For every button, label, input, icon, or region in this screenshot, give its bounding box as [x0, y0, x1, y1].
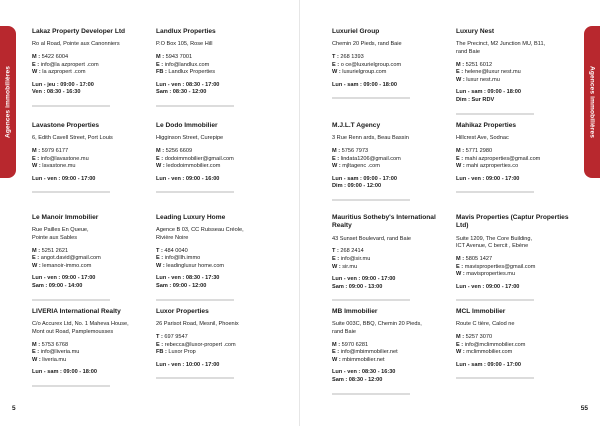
- hours-line: Lun - ven : 09:00 - 17:00: [456, 175, 520, 182]
- agency-name: MB Immobilier: [332, 308, 378, 315]
- contact-line: [156, 148, 274, 156]
- hours-line: Lun - sam : 09:00 - 18:00: [456, 89, 521, 96]
- contact-line: [456, 334, 574, 342]
- entry-divider: [456, 377, 534, 379]
- agency-entry: [32, 122, 150, 193]
- contact-label: E :: [32, 349, 40, 356]
- hours-line: Lun - ven : 09:00 - 17:00: [32, 275, 96, 282]
- contact-label: E :: [332, 61, 340, 68]
- hours-line: Lun - ven : 10:00 - 17:00: [156, 361, 220, 368]
- agency-contacts: [156, 54, 274, 77]
- hours-line: Lun - ven : 09:00 - 17:00: [456, 283, 520, 290]
- contact-label: E :: [456, 341, 464, 348]
- contact-value[interactable]: helene@luxur nest.mu: [463, 69, 521, 76]
- contact-value[interactable]: 697 9547: [162, 334, 188, 340]
- hours-line: Sam : 09:00 - 13:00: [332, 283, 383, 290]
- entry-divider: [456, 191, 534, 193]
- contact-line: [456, 349, 574, 357]
- contact-value[interactable]: mjltagenc .com: [340, 163, 380, 170]
- contact-value[interactable]: 484 0040: [162, 247, 188, 254]
- contact-label: T :: [332, 248, 339, 255]
- agency-address: [32, 321, 150, 336]
- contact-label: W :: [456, 76, 465, 83]
- agency-address: [456, 236, 574, 251]
- opening-hours: [332, 369, 450, 384]
- contact-label: W :: [456, 271, 465, 278]
- contact-line: [156, 334, 274, 342]
- hours-line: Sam : 09:00 - 14:00: [32, 282, 83, 289]
- contact-label: M :: [456, 334, 465, 340]
- section-tab-label: Agences immobilières: [588, 66, 596, 138]
- contact-line: [32, 62, 150, 70]
- contact-value[interactable]: 268 2414: [338, 248, 364, 255]
- agency-entry: [156, 308, 274, 379]
- contact-line: [156, 342, 274, 350]
- agency-name: MCL Immobilier: [456, 308, 506, 315]
- agency-address: [332, 236, 450, 244]
- agency-address: [456, 41, 574, 56]
- contact-label: E :: [456, 69, 464, 76]
- contact-line: [332, 248, 450, 256]
- contact-label: E :: [456, 155, 464, 162]
- agency-entry: [332, 122, 450, 201]
- contact-label: M :: [456, 148, 465, 154]
- hours-line: Lun - ven : 08:30 - 17:00: [156, 81, 220, 88]
- page-number-left: 5: [12, 405, 16, 412]
- agency-contacts: [32, 148, 150, 171]
- contact-label: W :: [156, 262, 165, 269]
- contact-value[interactable]: mavisproperties.mu: [464, 271, 516, 278]
- contact-label: W :: [332, 263, 341, 270]
- contact-line: [32, 255, 150, 263]
- agency-contacts: [156, 148, 274, 171]
- contact-label: W :: [456, 349, 465, 356]
- agency-name: M.J.L.T Agency: [332, 122, 381, 129]
- contact-line: [32, 163, 150, 171]
- contact-line: [156, 62, 274, 70]
- contact-value[interactable]: info@liveria.mu: [39, 349, 80, 356]
- agency-entry: [456, 122, 574, 193]
- entry-divider: [332, 393, 410, 395]
- hours-line: Dim : Sur RDV: [456, 96, 495, 103]
- contact-label: M :: [156, 148, 165, 154]
- section-tab-right: [584, 26, 600, 178]
- hours-line: Lun - ven : 09:00 - 16:00: [156, 175, 220, 182]
- contact-value[interactable]: leadingluxur home.com: [164, 262, 225, 269]
- contact-line: [456, 77, 574, 85]
- contact-value[interactable]: rebecca@luxor-propert .com: [163, 341, 236, 348]
- agency-contacts: [332, 342, 450, 365]
- contact-line: [32, 156, 150, 164]
- agency-entry: [332, 28, 450, 99]
- entry-divider: [332, 199, 410, 201]
- opening-hours: [32, 176, 150, 184]
- agency-entry: [156, 28, 274, 107]
- contact-line: [156, 69, 274, 77]
- address-line: 43 Sunset Boulevard, rand Baie: [332, 235, 411, 242]
- agency-address: [32, 227, 150, 242]
- contact-line: [332, 357, 450, 365]
- contact-value[interactable]: Luxor Prop: [166, 349, 196, 356]
- opening-hours: [332, 276, 450, 291]
- contact-label: T :: [332, 54, 339, 60]
- address-line: Mont out Road, Pamplemousses: [32, 329, 114, 335]
- hours-line: Lun - ven : 09:00 - 17:00: [32, 175, 96, 182]
- hours-line: Lun - ven : 08:30 - 16:30: [332, 369, 396, 376]
- agency-name: Luxury Nest: [456, 28, 495, 35]
- agency-contacts: [456, 148, 574, 171]
- entry-divider: [32, 299, 110, 301]
- agency-name: Landlux Properties: [156, 28, 216, 35]
- hours-line: Lun - sam : 09:00 - 17:00: [456, 361, 521, 368]
- address-line: Hillcrest Ave, Sodnac: [456, 135, 509, 142]
- contact-value[interactable]: info@sir.mu: [339, 256, 371, 262]
- agency-entry: [332, 214, 450, 301]
- agency-entry: [156, 214, 274, 301]
- contact-label: W :: [32, 356, 41, 363]
- agency-contacts: [332, 248, 450, 271]
- contact-label: E :: [32, 255, 40, 262]
- agency-contacts: [456, 334, 574, 357]
- opening-hours: [456, 284, 574, 292]
- contact-line: [456, 256, 574, 264]
- contact-line: [156, 255, 274, 263]
- address-line: 3 Rue Renn ards, Beau Bassin: [332, 135, 409, 142]
- contact-value[interactable]: mbimmobilier.net: [340, 356, 385, 363]
- opening-hours: [32, 275, 150, 290]
- contact-value[interactable]: lemanoir-immo.com: [40, 262, 92, 269]
- address-line: The Precinct, M2 Junction MU, B11,: [456, 41, 546, 48]
- address-line: 6, Edith Cavell Street, Port Louis: [32, 135, 113, 142]
- page-number-right: 55: [580, 405, 588, 412]
- entry-divider: [456, 113, 534, 115]
- contact-line: [332, 256, 450, 264]
- agency-entry: [32, 308, 150, 387]
- opening-hours: [332, 82, 450, 90]
- entry-divider: [156, 105, 234, 107]
- agency-contacts: [456, 62, 574, 85]
- address-line: ICT Avenue, C bercit , Ebène: [456, 243, 529, 250]
- hours-line: Lun - sam : 09:00 - 18:00: [332, 81, 397, 88]
- agency-contacts: [32, 248, 150, 271]
- contact-line: [456, 271, 574, 279]
- agency-name: Le Manoir Immobilier: [32, 214, 99, 221]
- contact-label: E :: [156, 61, 164, 68]
- contact-line: [332, 349, 450, 357]
- entry-divider: [156, 191, 234, 193]
- contact-value[interactable]: luxurielgroup.com: [340, 69, 387, 76]
- contact-value[interactable]: 5256 6609: [164, 148, 193, 154]
- opening-hours: [32, 369, 150, 377]
- contact-label: E :: [456, 263, 464, 270]
- contact-value[interactable]: info@mbimmobilier.net: [339, 349, 398, 356]
- opening-hours: [456, 362, 574, 370]
- contact-line: [456, 156, 574, 164]
- opening-hours: [332, 176, 450, 191]
- hours-line: Sam : 09:00 - 12:00: [156, 282, 207, 289]
- agency-name: LIVERIA International Realty: [32, 308, 121, 315]
- contact-line: [456, 69, 574, 77]
- agency-contacts: [156, 248, 274, 271]
- agency-contacts: [32, 54, 150, 77]
- contact-value[interactable]: angot.david@gmail.com: [39, 255, 101, 262]
- agency-name: Mauritius Sotheby's International Realty: [332, 214, 436, 230]
- hours-line: Lun - sam : 09:00 - 17:00: [332, 175, 397, 182]
- contact-label: E :: [32, 155, 40, 162]
- contact-line: [32, 69, 150, 77]
- agency-address: [332, 135, 450, 143]
- address-line: Higginson Street, Curepipe: [156, 135, 224, 142]
- contact-value[interactable]: liveria.mu: [40, 356, 67, 363]
- contact-line: [156, 163, 274, 171]
- address-line: Suite 1209, The Core Building,: [456, 235, 533, 242]
- agency-address: [156, 227, 274, 242]
- contact-value[interactable]: 5756 7973: [340, 148, 369, 154]
- contact-line: [332, 62, 450, 70]
- opening-hours: [156, 82, 274, 97]
- contact-line: [156, 263, 274, 271]
- contact-value[interactable]: info@landlux.com: [163, 61, 210, 68]
- agency-name: Mahikaz Properties: [456, 122, 517, 129]
- contact-value[interactable]: mahi azproperties.co: [464, 163, 519, 170]
- contact-line: [156, 248, 274, 256]
- contact-value[interactable]: 5753 6768: [40, 341, 69, 348]
- contact-value[interactable]: 5257 3070: [464, 334, 493, 340]
- contact-line: [456, 163, 574, 171]
- contact-label: W :: [332, 163, 341, 170]
- contact-label: M :: [332, 148, 341, 154]
- address-line: rand Baie: [332, 329, 356, 335]
- contact-label: W :: [32, 163, 41, 170]
- address-line: Rivière Noire: [156, 235, 189, 241]
- agency-entry: [456, 214, 574, 301]
- hours-line: Dim : 09:00 - 12:00: [332, 183, 382, 190]
- entry-divider: [32, 105, 110, 107]
- contact-label: W :: [332, 69, 341, 76]
- contact-line: [456, 342, 574, 350]
- hours-line: Sam : 08:30 - 12:00: [332, 376, 383, 383]
- agency-address: [156, 41, 274, 49]
- agency-address: [156, 135, 274, 143]
- opening-hours: [456, 89, 574, 104]
- contact-label: E :: [332, 256, 340, 262]
- contact-line: [32, 349, 150, 357]
- agency-address: [156, 321, 274, 329]
- contact-line: [32, 263, 150, 271]
- contact-line: [456, 148, 574, 156]
- opening-hours: [156, 275, 274, 290]
- hours-line: Sam : 08:30 - 12:00: [156, 89, 207, 96]
- contact-label: M :: [32, 247, 41, 254]
- entry-divider: [456, 299, 534, 301]
- contact-value[interactable]: luxur nest.mu: [464, 76, 500, 83]
- address-line: Agence B 03, CC Ruisseau Créole,: [156, 227, 244, 234]
- entry-divider: [156, 377, 234, 379]
- agency-address: [456, 321, 574, 329]
- contact-label: E :: [156, 155, 164, 162]
- contact-label: E :: [32, 61, 40, 68]
- agency-name: Mavis Properties (Captur Properties Ltd): [456, 214, 569, 230]
- contact-value[interactable]: info@la azpropert .com: [39, 61, 99, 68]
- agency-address: [456, 135, 574, 143]
- contact-label: W :: [156, 163, 165, 170]
- contact-value[interactable]: 5943 7001: [164, 54, 193, 60]
- agency-address: [32, 135, 150, 143]
- contact-line: [332, 156, 450, 164]
- entry-divider: [156, 299, 234, 301]
- contact-label: M :: [32, 341, 41, 348]
- entry-divider: [32, 385, 110, 387]
- contact-line: [456, 264, 574, 272]
- address-line: Suite 003C, BBQ, Chemin 20 Pieds,: [332, 321, 422, 328]
- page-spine: [299, 0, 300, 426]
- contact-value[interactable]: lavastone.mu: [40, 163, 76, 170]
- agency-contacts: [32, 342, 150, 365]
- agency-name: Lavastone Properties: [32, 122, 100, 129]
- contact-value[interactable]: mavisproperties@gmail.com: [463, 263, 536, 270]
- contact-line: [156, 349, 274, 357]
- contact-label: E :: [332, 349, 340, 356]
- agency-entry: [32, 28, 150, 107]
- contact-label: T :: [156, 247, 163, 254]
- agency-contacts: [332, 54, 450, 77]
- contact-line: [32, 357, 150, 365]
- agency-name: Luxuriel Group: [332, 28, 380, 35]
- address-line: P.O Box 105, Rose Hill: [156, 41, 213, 48]
- contact-label: E :: [156, 341, 164, 348]
- agency-contacts: [332, 148, 450, 171]
- contact-line: [156, 156, 274, 164]
- opening-hours: [32, 82, 150, 97]
- contact-line: [332, 342, 450, 350]
- contact-value[interactable]: info@mclimmobilier.com: [463, 341, 526, 348]
- contact-value[interactable]: 5979 6177: [40, 148, 69, 154]
- hours-line: Lun - ven : 09:00 - 17:00: [332, 276, 396, 283]
- hours-line: Lun - jeu : 09:00 - 17:00: [32, 81, 94, 88]
- contact-line: [32, 148, 150, 156]
- contact-value[interactable]: dodoimmobilier@gmail.com: [163, 155, 234, 162]
- contact-line: [32, 54, 150, 62]
- hours-line: Ven : 08:30 - 16:30: [32, 89, 81, 96]
- opening-hours: [156, 362, 274, 370]
- contact-label: M :: [32, 148, 41, 154]
- address-line: Pointe aux Sables: [32, 235, 78, 241]
- entry-divider: [32, 191, 110, 193]
- contact-label: W :: [32, 69, 41, 76]
- contact-value[interactable]: 5422 6004: [40, 54, 69, 60]
- contact-label: FB :: [156, 349, 167, 356]
- agency-name: Lakaz Property Developer Ltd: [32, 28, 126, 35]
- contact-value[interactable]: Landlux Properties: [166, 69, 216, 76]
- opening-hours: [456, 176, 574, 184]
- entry-divider: [332, 97, 410, 99]
- contact-label: E :: [332, 155, 340, 162]
- agency-name: Luxor Properties: [156, 308, 209, 315]
- agency-contacts: [156, 334, 274, 357]
- contact-line: [32, 248, 150, 256]
- contact-line: [456, 62, 574, 70]
- opening-hours: [156, 176, 274, 184]
- agency-address: [332, 321, 450, 336]
- contact-value[interactable]: 5970 6281: [340, 341, 369, 348]
- contact-value[interactable]: 5251 2621: [40, 247, 69, 254]
- contact-value[interactable]: lindata1206@gmail.com: [339, 155, 401, 162]
- hours-line: Lun - sam : 09:00 - 18:00: [32, 369, 97, 376]
- contact-value[interactable]: info@llh.immo: [163, 255, 201, 262]
- agency-entry: [456, 28, 574, 115]
- contact-value[interactable]: 5251 6012: [464, 61, 493, 68]
- contact-value[interactable]: la azpropert .com: [40, 69, 86, 76]
- section-tab-label: Agences immobilières: [4, 66, 12, 138]
- contact-value[interactable]: mclimmobilier.com: [464, 349, 513, 356]
- address-line: rand Baie: [456, 49, 480, 55]
- contact-value[interactable]: 5771 2980: [464, 148, 493, 154]
- address-line: Route C tière, Calod ne: [456, 321, 515, 328]
- hours-line: Lun - ven : 08:30 - 17:30: [156, 275, 220, 282]
- contact-label: FB :: [156, 69, 167, 76]
- contact-label: W :: [332, 356, 341, 363]
- address-line: Chemin 20 Pieds, rand Baie: [332, 41, 402, 48]
- contact-label: T :: [156, 334, 163, 340]
- agency-contacts: [456, 256, 574, 279]
- contact-line: [332, 69, 450, 77]
- contact-value[interactable]: info@lavastone.mu: [39, 155, 89, 162]
- contact-line: [332, 148, 450, 156]
- contact-line: [332, 264, 450, 272]
- address-line: Rue Pailles En Queue,: [32, 227, 89, 234]
- contact-line: [332, 54, 450, 62]
- contact-value[interactable]: 5805 1427: [464, 256, 493, 262]
- contact-label: M :: [156, 54, 165, 60]
- contact-line: [32, 342, 150, 350]
- address-line: C/o Accurex Ltd, No. 1 Maheva House,: [32, 321, 129, 328]
- contact-label: M :: [456, 61, 465, 68]
- contact-label: W :: [32, 262, 41, 269]
- contact-label: M :: [32, 54, 41, 60]
- contact-value[interactable]: 268 1393: [338, 54, 364, 60]
- section-tab-left: [0, 26, 16, 178]
- agency-entry: [32, 214, 150, 301]
- contact-line: [156, 54, 274, 62]
- agency-entry: [456, 308, 574, 379]
- agency-name: Le Dodo Immobilier: [156, 122, 218, 129]
- agency-name: Leading Luxury Home: [156, 214, 226, 221]
- contact-label: E :: [156, 255, 164, 262]
- address-line: 26 Parisot Road, Mesnil, Phoenix: [156, 321, 239, 328]
- address-line: Ro al Road, Pointe aux Canonniers: [32, 41, 120, 48]
- agency-address: [32, 41, 150, 49]
- agency-entry: [156, 122, 274, 193]
- entry-divider: [332, 299, 410, 301]
- contact-label: W :: [456, 163, 465, 170]
- contact-line: [332, 163, 450, 171]
- agency-entry: [332, 308, 450, 395]
- contact-label: M :: [456, 256, 465, 262]
- agency-address: [332, 41, 450, 49]
- contact-label: M :: [332, 341, 341, 348]
- contact-value[interactable]: sir.mu: [340, 263, 358, 270]
- contact-value[interactable]: mahi azproperties@gmail.com: [463, 155, 541, 162]
- contact-value[interactable]: ledodoimmobilier.com: [164, 163, 221, 170]
- contact-value[interactable]: o ce@luxurielgroup.com: [339, 61, 402, 68]
